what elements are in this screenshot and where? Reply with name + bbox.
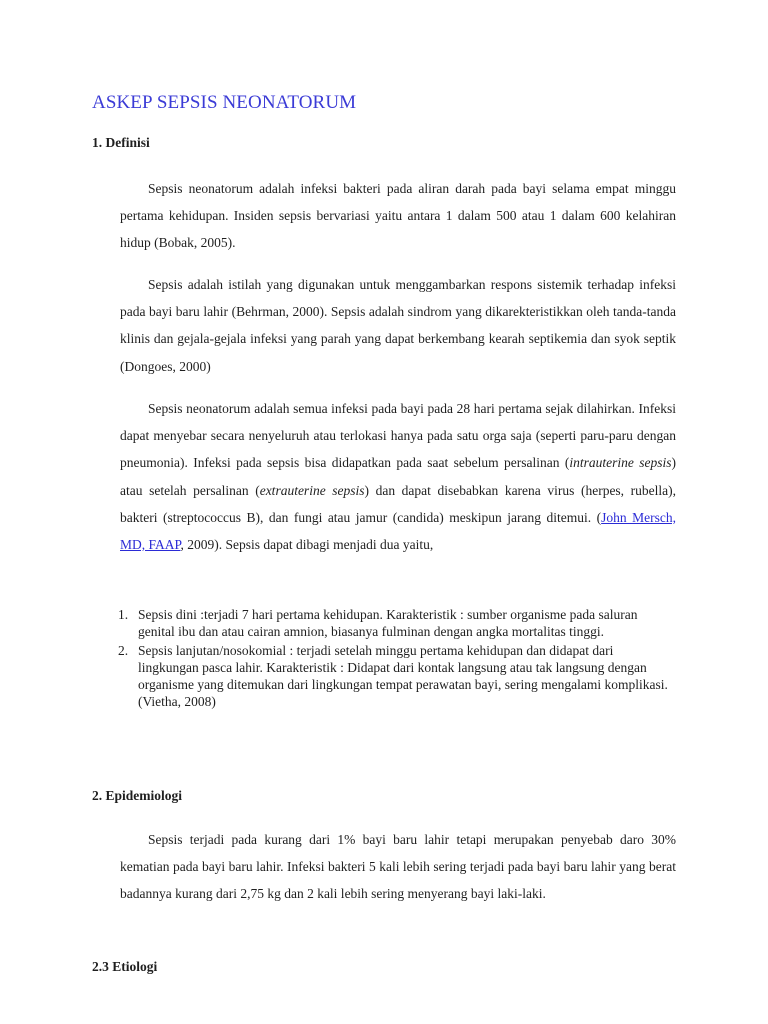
- list-item: [118, 606, 674, 640]
- italic-term-extrauterine: extrauterine sepsis: [259, 482, 365, 498]
- paragraph-definisi-2: Sepsis adalah istilah yang digunakan untuk menggambarkan respons sistemik terhadap infeksi pada bayi baru lahir (Behrman, 2000). Sepsis adalah sindrom yang dikarekteristikkan oleh tanda-tanda klinis dan gejala-gejala infeksi yang parah yang dapat berkembang kearah septikemia dan syok septik (Dongoes, 2000): [120, 277, 676, 374]
- heading-epidemiologi: 2. Epidemiologi: [92, 788, 183, 803]
- heading-definisi: 1. Definisi: [92, 135, 150, 150]
- list-item: [118, 642, 674, 710]
- list-number: 2.: [118, 643, 129, 658]
- paragraph-epidemiologi: Sepsis terjadi pada kurang dari 1% bayi baru lahir tetapi merupakan penyebab daro 30% kematian pada bayi baru lahir. Infeksi bakteri 5 kali lebih sering terjadi pada bayi baru lahir yang berat badannya kurang dari 2,75 kg dan 2 kali lebih sering menyerang bayi laki-laki.: [120, 832, 676, 902]
- citation-link[interactable]: John Mersch, MD, FAAP: [120, 509, 676, 553]
- paragraph-text: Sepsis neonatorum adalah semua infeksi pada bayi pada 28 hari pertama sejak dilahirkan. Infeksi dapat menyebar secara nenyeluruh atau terlokasi hanya pada satu orga saja (seperti paru-paru dengan pneumonia). Infeksi pada sepsis bisa didapatkan pada saat sebelum persalinan (: [120, 401, 676, 471]
- paragraph-text: , 2009). Sepsis dapat dibagi menjadi dua yaitu,: [180, 537, 434, 553]
- list-item-text: Sepsis lanjutan/nosokomial : terjadi setelah minggu pertama kehidupan dan didapat dari lingkungan pasca lahir. Karakteristik : Didapat dari kontak langsung atau tak langsung dengan organisme yang ditemukan dari lingkungan tempat perawatan bayi, sering mengalami komplikasi. (Vietha, 2008): [138, 643, 668, 709]
- paragraph-text: ) dan dapat disebabkan karena virus (herpes, rubella), bakteri (streptococcus B), dan fungi atau jamur (candida) meskipun jarang ditemui. (: [120, 482, 676, 525]
- paragraph-definisi-1: Sepsis neonatorum adalah infeksi bakteri pada aliran darah pada bayi selama empat minggu pertama kehidupan. Insiden sepsis bervariasi yaitu antara 1 dalam 500 atau 1 dalam 600 kelahiran hidup (Bobak, 2005).: [120, 181, 676, 251]
- paragraph-text: ) atau setelah persalinan (: [120, 455, 676, 498]
- italic-term-intrauterine: intrauterine sepsis: [569, 455, 672, 471]
- document-title: ASKEP SEPSIS NEONATORUM: [92, 92, 357, 113]
- paragraph-definisi-3: [120, 395, 676, 558]
- heading-etiologi: 2.3 Etiologi: [92, 959, 158, 974]
- list-item-text: Sepsis dini :terjadi 7 hari pertama kehidupan. Karakteristik : sumber organisme pada saluran genital ibu dan atau cairan amnion, biasanya fulminan dengan angka mortalitas tinggi.: [138, 607, 638, 639]
- sepsis-types-list: [118, 606, 674, 710]
- list-number: 1.: [118, 607, 129, 622]
